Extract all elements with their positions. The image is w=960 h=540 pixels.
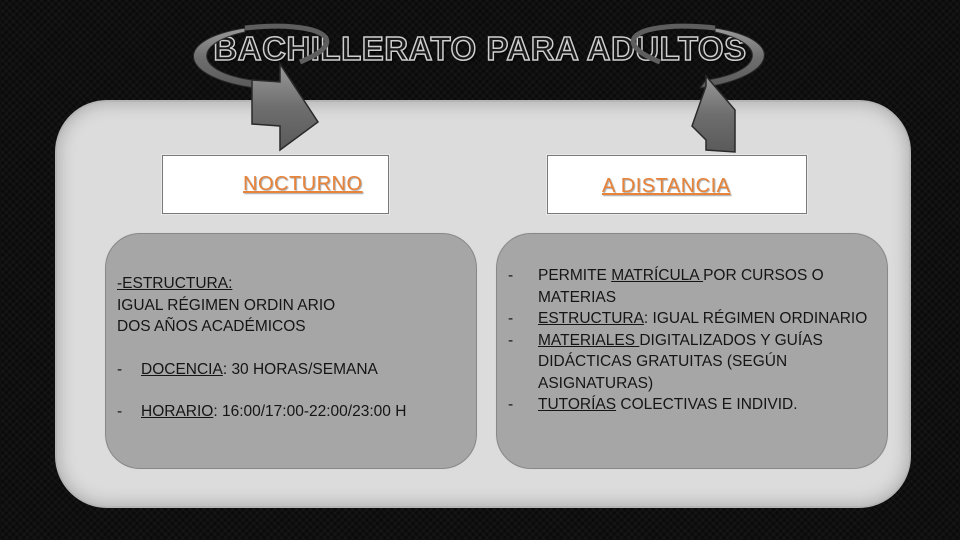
tutorias-label: TUTORÍAS <box>538 396 617 413</box>
horario-label: HORARIO <box>141 403 214 420</box>
estructura-label: -ESTRUCTURA: <box>117 275 233 292</box>
docencia-value: : 30 HORAS/SEMANA <box>222 360 378 378</box>
nocturno-heading: NOCTURNO <box>243 173 363 195</box>
distancia-card <box>495 232 889 470</box>
distancia-heading: A DISTANCIA <box>602 175 731 197</box>
distancia-list <box>508 265 868 416</box>
horario-value: : 16:00/17:00-22:00/23:00 H <box>213 403 407 420</box>
materiales-label: MATERIALES <box>538 331 640 349</box>
estructura-line2: DOS AÑOS ACADÉMICOS <box>117 318 306 335</box>
distancia-heading-box <box>547 155 807 214</box>
matricula-label: MATRÍCULA <box>611 267 704 284</box>
list-item: - PERMITE MATRÍCULA POR CURSOS O MATERIAS <box>508 267 824 306</box>
nocturno-heading-box <box>162 155 389 214</box>
left-curved-arrow-icon <box>194 26 327 150</box>
right-curved-arrow-icon <box>633 26 764 152</box>
page-title: BACHILLERATO PARA ADULTOS <box>213 30 747 67</box>
list-item: - MATERIALES DIGITALIZADOS Y GUÍAS DIDÁCTICAS GRATUITAS (SEGÚN ASIGNATURAS) <box>508 331 823 392</box>
nocturno-card <box>104 232 478 470</box>
list-item: - ESTRUCTURA: IGUAL RÉGIMEN ORDINARIO <box>508 310 868 327</box>
bullet-dash: - <box>117 360 123 378</box>
docencia-label: DOCENCIA <box>141 360 223 378</box>
estructura-label: ESTRUCTURA <box>538 310 644 327</box>
estructura-line1: IGUAL RÉGIMEN ORDIN ARIO <box>117 296 336 314</box>
list-item: - TUTORÍAS COLECTIVAS E INDIVID. <box>508 396 798 413</box>
bullet-dash: - <box>117 403 123 420</box>
